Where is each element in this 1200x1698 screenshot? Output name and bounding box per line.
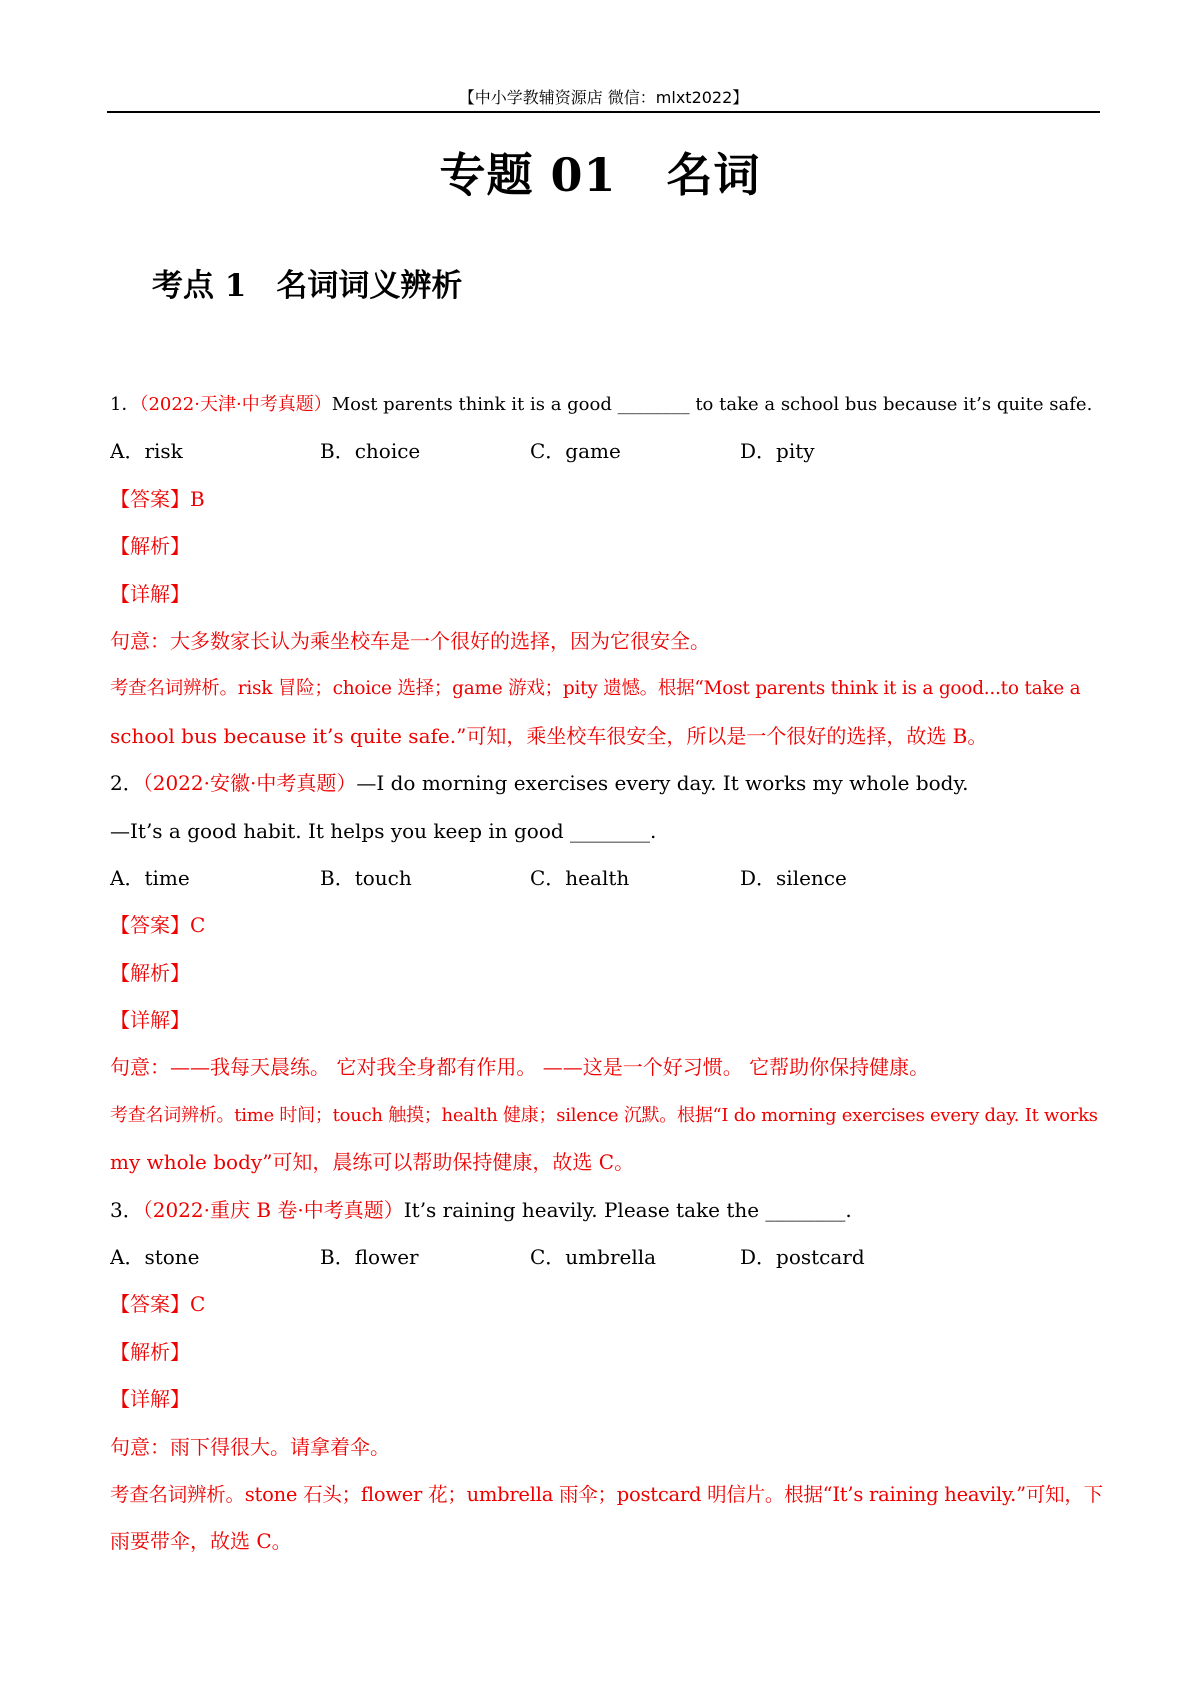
option-c: C．game [530, 439, 621, 464]
section-number: 考点 1 [152, 268, 247, 304]
sentence-meaning: 句意：雨下得很大。请拿着伞。 [110, 1434, 390, 1459]
question-stem [110, 1187, 1105, 1234]
sentence-meaning: 句意：大多数家长认为乘坐校车是一个很好的选择，因为它很安全。 [110, 628, 710, 653]
sentence-meaning: 句意：——我每天晨练。 它对我全身都有作用。 ——这是一个好习惯。 它帮助你保持健康。 [110, 1055, 930, 1080]
question-stem [110, 760, 1105, 807]
question-source: （2022·天津·中考真题） [139, 394, 332, 415]
option-row [110, 855, 1105, 902]
option-row [110, 428, 1105, 475]
option-a: A．risk [110, 439, 183, 464]
answer-value: C [190, 1292, 206, 1317]
option-b: B．touch [320, 865, 412, 890]
title-topic-name: 名词 [666, 148, 761, 202]
analysis-label: 【解析】 [110, 534, 190, 559]
option-c: C．health [530, 865, 630, 890]
question-stem [110, 381, 1105, 428]
page-title [0, 142, 1200, 208]
analysis-label: 【解析】 [110, 1339, 190, 1364]
question-2 [110, 760, 1105, 1187]
question-number: 1． [110, 394, 140, 415]
page-header: 【中小学教辅资源店 微信：mlxt2022】 [458, 88, 749, 107]
question-3 [110, 1187, 1105, 1566]
answer-value: B [190, 486, 205, 511]
option-a: A．time [110, 865, 190, 890]
answer-line [110, 902, 1105, 949]
explanation-line-2: my whole body”可知，晨练可以帮助保持健康，故选 C。 [110, 1150, 635, 1175]
question-text: It’s raining heavily. Please take the ________. [403, 1197, 852, 1222]
detail-label: 【详解】 [110, 1008, 190, 1033]
option-b: B．flower [320, 1245, 419, 1270]
section-name: 名词词义辨析 [276, 268, 463, 304]
section-heading [152, 262, 462, 310]
option-d: D．pity [740, 439, 815, 464]
question-text-continued: —It’s a good habit. It helps you keep in good ________. [110, 818, 657, 843]
title-topic-number: 专题 01 [439, 148, 617, 202]
answer-label: 【答案】 [110, 913, 190, 938]
question-text: —I do morning exercises every day. It works my whole body. [356, 771, 969, 796]
option-b: B．choice [320, 439, 421, 464]
explanation-line-1: 考查名词辨析。time 时间；touch 触摸；health 健康；silence 沉默。根据“I do morning exercises every day. It works [110, 1104, 1098, 1126]
explanation-line-1: 考查名词辨析。stone 石头；flower 花；umbrella 雨伞；postcard 明信片。根据“It’s raining heavily.”可知，下 [110, 1482, 1103, 1506]
answer-line [110, 1281, 1105, 1328]
analysis-label: 【解析】 [110, 960, 190, 985]
option-d: D．silence [740, 865, 847, 890]
question-source: （2022·安徽·中考真题） [142, 771, 357, 796]
question-list [110, 381, 1105, 1566]
header-divider [107, 111, 1100, 113]
option-row [110, 1234, 1105, 1281]
question-text: Most parents think it is a good ________ to take a school bus because it’s quite safe. [331, 394, 1093, 415]
answer-label: 【答案】 [110, 1292, 190, 1317]
option-c: C．umbrella [530, 1245, 657, 1270]
option-d: D．postcard [740, 1245, 865, 1270]
question-number: 3． [110, 1197, 143, 1222]
detail-label: 【详解】 [110, 581, 190, 606]
explanation-line-2: 雨要带伞，故选 C。 [110, 1529, 292, 1554]
answer-line [110, 476, 1105, 523]
answer-value: C [190, 913, 206, 938]
question-source: （2022·重庆 B 卷·中考真题） [142, 1197, 404, 1222]
question-number: 2． [110, 771, 143, 796]
explanation-line-1: 考查名词辨析。risk 冒险；choice 选择；game 游戏；pity 遗憾。根据“Most parents think it is a good...to take a [110, 678, 1081, 700]
explanation-line-2: school bus because it’s quite safe.”可知，乘坐校车很安全，所以是一个很好的选择，故选 B。 [110, 723, 988, 748]
question-1 [110, 381, 1105, 760]
option-a: A．stone [110, 1245, 200, 1270]
answer-label: 【答案】 [110, 486, 190, 511]
detail-label: 【详解】 [110, 1387, 190, 1412]
